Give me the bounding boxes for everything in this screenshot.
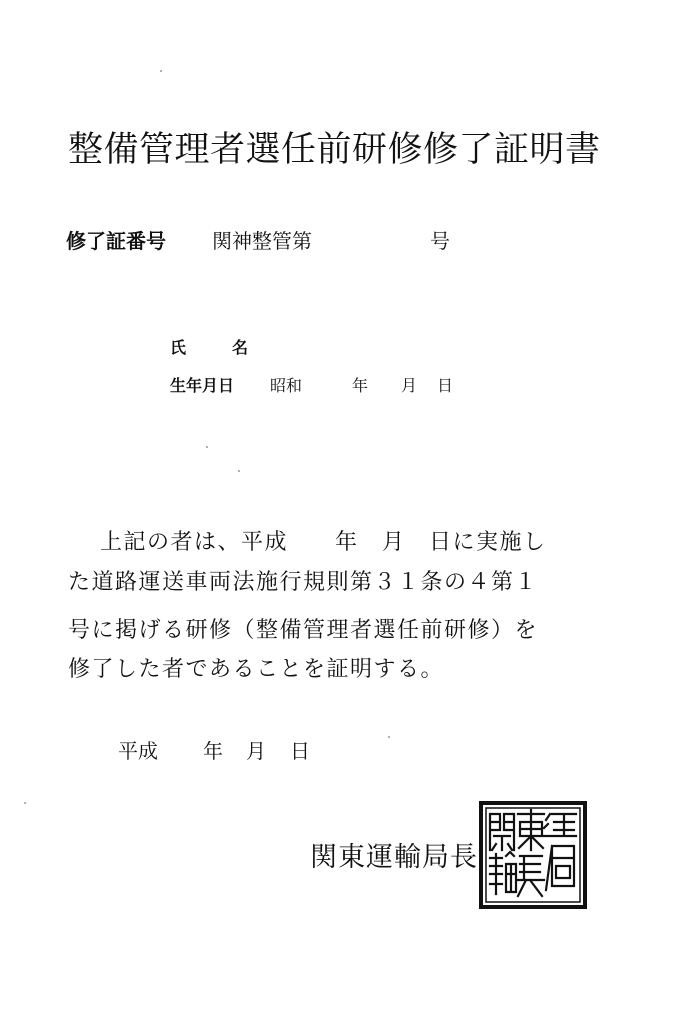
certificate-number-suffix: 号 bbox=[430, 229, 450, 253]
body-text-line-2: た道路運送車両法施行規則第３１条の４第１ bbox=[68, 570, 539, 595]
birthdate-label: 生年月日 bbox=[170, 376, 235, 395]
scan-speck bbox=[206, 446, 208, 448]
issue-date-day-unit: 日 bbox=[290, 739, 310, 763]
scan-speck bbox=[238, 470, 240, 472]
document-title: 整備管理者選任前研修修了証明書 bbox=[68, 130, 601, 170]
birthdate-month-unit: 月 bbox=[401, 376, 418, 395]
body-text-line-3: 号に掲げる研修（整備管理者選任前研修）を bbox=[68, 618, 539, 643]
issue-date-month-unit: 月 bbox=[246, 739, 266, 763]
issuer-name: 関東運輸局長 bbox=[310, 842, 478, 873]
certificate-number-label: 修了証番号 bbox=[66, 229, 166, 253]
body-text-line-4: 修了した者であることを証明する。 bbox=[68, 657, 445, 682]
body-text-line-1: 上記の者は、平成 年 月 日に実施し bbox=[100, 530, 547, 555]
scan-speck bbox=[160, 70, 162, 72]
name-label-second-char: 名 bbox=[232, 338, 249, 357]
scan-speck bbox=[24, 802, 26, 804]
issue-date-era: 平成 bbox=[118, 739, 158, 763]
scan-speck bbox=[388, 736, 390, 738]
issue-date-year-unit: 年 bbox=[203, 739, 223, 763]
official-seal-stamp bbox=[478, 800, 588, 910]
birthdate-era: 昭和 bbox=[270, 376, 303, 395]
birthdate-year-unit: 年 bbox=[352, 376, 369, 395]
name-label-first-char: 氏 bbox=[170, 338, 187, 357]
birthdate-day-unit: 日 bbox=[437, 376, 454, 395]
certificate-number-prefix: 関神整管第 bbox=[212, 229, 312, 253]
